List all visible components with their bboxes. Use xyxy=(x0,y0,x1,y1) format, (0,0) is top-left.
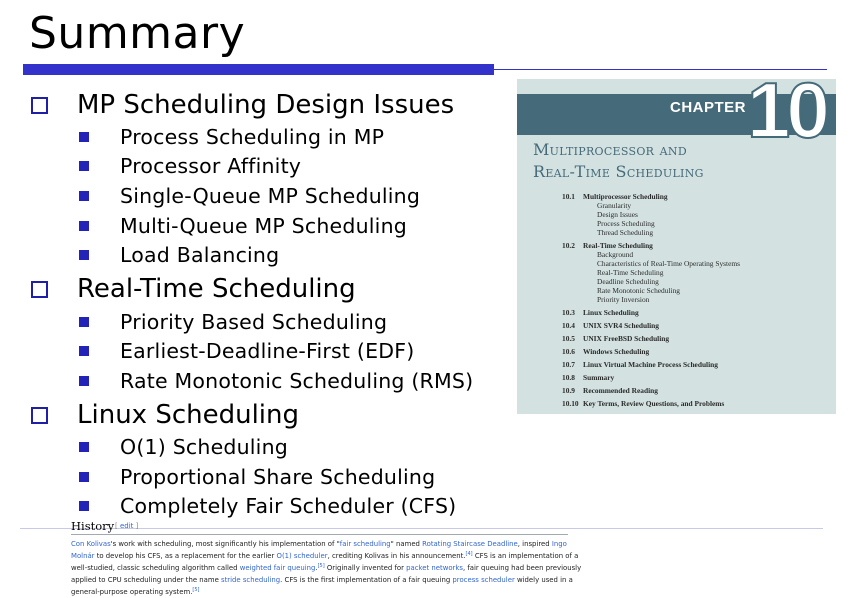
title-underline-rule xyxy=(494,69,827,70)
sub-bullet-label: Load Balancing xyxy=(120,243,280,267)
filled-square-bullet-icon xyxy=(79,221,89,231)
toc-title: Real-Time Scheduling xyxy=(583,241,653,250)
toc-subsection: Priority Inversion xyxy=(597,295,650,304)
toc-subsection: Rate Monotonic Scheduling xyxy=(597,286,680,295)
bullet-label: Real-Time Scheduling xyxy=(77,274,356,304)
wiki-text: well-studied, classic scheduling algorithm called xyxy=(71,564,240,572)
slide-title: Summary xyxy=(29,8,246,59)
wiki-text: Originally invented for xyxy=(324,564,407,572)
wiki-edit-link[interactable] xyxy=(115,522,138,530)
chapter-cover-image xyxy=(517,79,836,414)
toc-title: UNIX SVR4 Scheduling xyxy=(583,321,659,330)
toc-subsection: Real-Time Scheduling xyxy=(597,268,664,277)
chapter-title-line: Multiprocessor and xyxy=(533,140,687,159)
toc-title: Key Terms, Review Questions, and Problems xyxy=(583,399,725,408)
wiki-text: , fair queuing had been previously xyxy=(462,564,582,572)
toc-row xyxy=(562,399,832,408)
toc-entry xyxy=(562,386,832,395)
wiki-link[interactable]: stride scheduling xyxy=(221,576,281,584)
sub-bullet-label: Proportional Share Scheduling xyxy=(120,465,436,489)
chapter-number: 10 xyxy=(747,79,826,154)
filled-square-bullet-icon xyxy=(79,132,89,142)
bullet-label: MP Scheduling Design Issues xyxy=(77,90,455,120)
toc-entry xyxy=(562,308,832,317)
wiki-text: general-purpose operating system. xyxy=(71,588,193,596)
toc-number: 10.9 xyxy=(562,386,575,395)
wiki-text: , inspired xyxy=(517,540,552,548)
wiki-text: , crediting Kolivas in his announcement. xyxy=(327,552,466,560)
toc-entry xyxy=(562,334,832,343)
toc-number: 10.7 xyxy=(562,360,575,369)
wiki-link[interactable]: packet networks xyxy=(406,564,463,572)
chapter-label: CHAPTER xyxy=(670,99,747,116)
wiki-link[interactable]: fair scheduling xyxy=(339,540,391,548)
toc-row xyxy=(562,373,832,382)
toc-row xyxy=(562,360,832,369)
toc-number: 10.8 xyxy=(562,373,575,382)
sub-bullet-label: Process Scheduling in MP xyxy=(120,125,385,149)
sub-bullet-label: Processor Affinity xyxy=(120,154,302,178)
toc-title: Multiprocessor Scheduling xyxy=(583,192,668,201)
title-underline-bar xyxy=(23,64,494,75)
filled-square-bullet-icon xyxy=(79,376,89,386)
filled-square-bullet-icon xyxy=(79,317,89,327)
toc-number: 10.10 xyxy=(562,399,579,408)
chapter-title-line: Real-Time Scheduling xyxy=(533,162,704,181)
filled-square-bullet-icon xyxy=(79,501,89,511)
wiki-text-line xyxy=(71,586,571,598)
filled-square-bullet-icon xyxy=(79,442,89,452)
toc-row xyxy=(562,308,832,317)
toc-entry xyxy=(562,399,832,408)
wiki-link[interactable]: weighted fair queuing xyxy=(239,564,316,572)
sub-bullet-label: Priority Based Scheduling xyxy=(120,310,388,334)
wiki-paragraph xyxy=(71,538,582,598)
filled-square-bullet-icon xyxy=(79,250,89,260)
toc-title: Linux Scheduling xyxy=(583,308,639,317)
wiki-text: to develop his CFS, as a replacement for the earlier xyxy=(94,552,277,560)
toc-subsection: Background xyxy=(597,250,634,259)
wiki-link[interactable]: Ingo xyxy=(551,540,567,548)
toc-entry xyxy=(562,192,832,237)
filled-square-bullet-icon xyxy=(79,346,89,356)
chapter-title xyxy=(533,139,704,183)
wiki-link[interactable]: process scheduler xyxy=(452,576,515,584)
toc-subsection: Design Issues xyxy=(597,210,638,219)
toc-title: Recommended Reading xyxy=(583,386,658,395)
wiki-heading-rule xyxy=(71,534,568,535)
toc-row xyxy=(562,334,832,343)
wiki-text-line xyxy=(71,574,571,586)
bracket: [ xyxy=(115,522,120,530)
wiki-text: . CFS is the first implementation of a fair queuing xyxy=(280,576,453,584)
wiki-text-line xyxy=(71,562,582,574)
hollow-square-bullet-icon xyxy=(31,281,48,298)
toc-subsection: Thread Scheduling xyxy=(597,228,654,237)
toc-subsection: Characteristics of Real-Time Operating Systems xyxy=(597,259,740,268)
toc-title: Summary xyxy=(583,373,615,382)
filled-square-bullet-icon xyxy=(79,161,89,171)
citation-link[interactable]: [5] xyxy=(192,587,200,593)
sub-bullet-label: O(1) Scheduling xyxy=(120,435,288,459)
toc-number: 10.2 xyxy=(562,241,575,250)
toc-title: Windows Scheduling xyxy=(583,347,650,356)
toc-row xyxy=(562,192,832,201)
wiki-link[interactable]: Rotating Staircase Deadline xyxy=(422,540,518,548)
toc-row xyxy=(562,321,832,330)
wiki-link[interactable]: Molnár xyxy=(71,552,95,560)
sub-bullet-label: Completely Fair Scheduler (CFS) xyxy=(120,494,457,518)
sub-bullet-label: Earliest-Deadline-First (EDF) xyxy=(120,339,415,363)
wiki-history-excerpt xyxy=(71,518,582,597)
wiki-link[interactable]: Con Kolivas xyxy=(71,540,111,548)
citation-link[interactable]: [4] xyxy=(465,551,473,557)
wiki-text: 's work with scheduling, most significantly his implementation of " xyxy=(110,540,340,548)
hollow-square-bullet-icon xyxy=(31,407,48,424)
toc-entry xyxy=(562,321,832,330)
toc-subsection: Process Scheduling xyxy=(597,219,655,228)
sub-bullet-label: Single-Queue MP Scheduling xyxy=(120,184,421,208)
bracket: ] xyxy=(133,522,139,530)
wiki-text-line xyxy=(71,550,579,562)
sub-bullet-label: Multi-Queue MP Scheduling xyxy=(120,214,407,238)
toc-entry xyxy=(562,241,832,304)
toc-number: 10.3 xyxy=(562,308,575,317)
wiki-text: applied to CPU scheduling under the name xyxy=(71,576,221,584)
filled-square-bullet-icon xyxy=(79,472,89,482)
toc-row xyxy=(562,386,832,395)
toc-entry xyxy=(562,360,832,369)
bullet-label: Linux Scheduling xyxy=(77,400,300,430)
toc-number: 10.5 xyxy=(562,334,575,343)
toc-entry xyxy=(562,347,832,356)
wiki-text-line xyxy=(71,538,571,550)
toc-subsection: Deadline Scheduling xyxy=(597,277,659,286)
wiki-text: " named xyxy=(390,540,423,548)
filled-square-bullet-icon xyxy=(79,191,89,201)
edit-link-text[interactable]: edit xyxy=(119,522,134,530)
toc-entry xyxy=(562,373,832,382)
wiki-text: widely used in a xyxy=(514,576,573,584)
wiki-text: . xyxy=(315,564,318,572)
toc-number: 10.4 xyxy=(562,321,575,330)
wiki-section-heading: History xyxy=(71,519,115,533)
toc-number: 10.1 xyxy=(562,192,575,201)
toc-title: Linux Virtual Machine Process Scheduling xyxy=(583,360,718,369)
wiki-link[interactable]: O(1) scheduler xyxy=(276,552,328,560)
toc-title: UNIX FreeBSD Scheduling xyxy=(583,334,670,343)
hollow-square-bullet-icon xyxy=(31,97,48,114)
sub-bullet-label: Rate Monotonic Scheduling (RMS) xyxy=(120,369,474,393)
toc-row xyxy=(562,347,832,356)
toc-row xyxy=(562,241,832,250)
wiki-text: CFS is an implementation of a xyxy=(472,552,579,560)
chapter-toc xyxy=(562,192,832,408)
toc-number: 10.6 xyxy=(562,347,575,356)
toc-subsection: Granularity xyxy=(597,201,632,210)
citation-link[interactable]: [5] xyxy=(317,563,325,569)
